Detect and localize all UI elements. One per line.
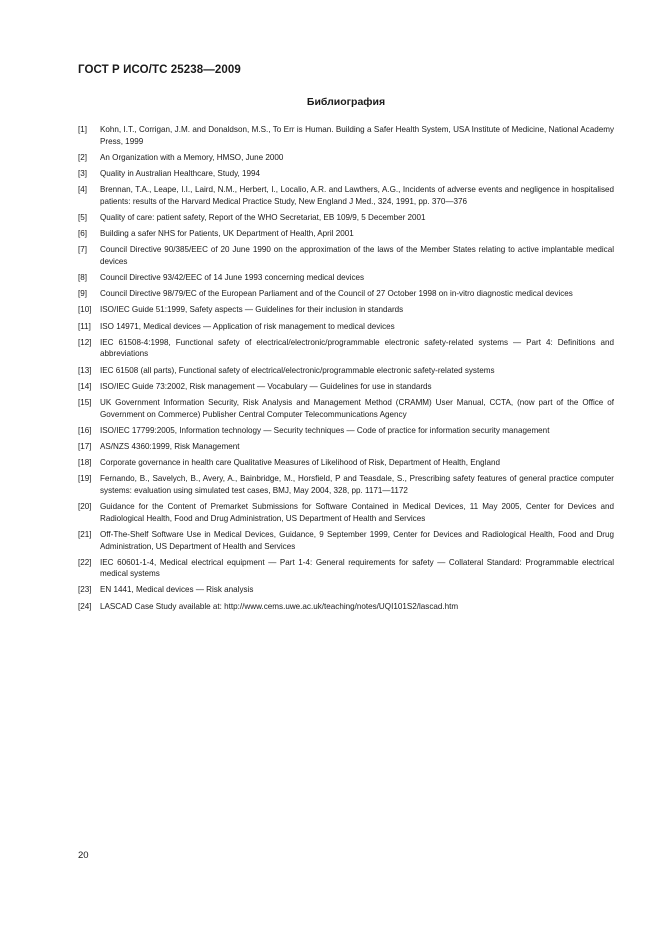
entry-text: Corporate governance in health care Qualitative Measures of Likelihood of Risk, Department of Health, England: [100, 458, 500, 468]
bibliography-entry: [78, 365, 614, 377]
entry-text: Council Directive 98/79/EC of the European Parliament and of the Council of 27 October 1998 on in-vitro diagnostic medical devices: [100, 289, 573, 299]
entry-number: [10]: [78, 305, 92, 315]
entry-text: Council Directive 90/385/EEC of 20 June 1990 on the approximation of the laws of the Member States relating to active implantable medical devices: [100, 245, 614, 266]
entry-number: [6]: [78, 229, 87, 239]
entry-text: EN 1441, Medical devices — Risk analysis: [100, 585, 254, 595]
entry-number: [17]: [78, 441, 92, 451]
document-header: ГОСТ Р ИСО/ТС 25238—2009: [78, 64, 241, 76]
entry-number: [9]: [78, 289, 87, 299]
bibliography-entry: [78, 601, 614, 613]
entry-number: [20]: [78, 502, 92, 512]
entry-text: Quality of care: patient safety, Report of the WHO Secretariat, EB 109/9, 5 December 2001: [100, 212, 426, 222]
bibliography-entry: [78, 168, 614, 180]
bibliography-entry: [78, 473, 614, 496]
bibliography-entry: [78, 228, 614, 240]
entry-text: IEC 60601-1-4, Medical electrical equipment — Part 1-4: General requirements for safety — Collateral Standard: Programmable electrical medical systems: [100, 557, 614, 579]
entry-number: [4]: [78, 185, 87, 195]
entry-number: [23]: [78, 585, 92, 595]
entry-number: [18]: [78, 458, 92, 468]
entry-text: LASCAD Case Study available at: http://www.cems.uwe.ac.uk/teaching/notes/UQI101S2/lascad.htm: [100, 601, 459, 611]
bibliography-entry: [78, 304, 614, 316]
bibliography-entry: [78, 425, 614, 437]
bibliography-entry: [78, 184, 614, 207]
bibliography-entry: [78, 457, 614, 469]
bibliography-entry: [78, 501, 614, 524]
bibliography-entry: [78, 557, 614, 580]
entry-text: IEC 61508 (all parts), Functional safety of electrical/electronic/programmable electronic safety-related systems: [100, 365, 495, 375]
entry-text: ISO 14971, Medical devices — Application of risk management to medical devices: [100, 321, 395, 331]
entry-number: [14]: [78, 381, 92, 391]
entry-number: [16]: [78, 425, 92, 435]
entry-number: [15]: [78, 398, 92, 407]
bibliography-entry: [78, 337, 614, 360]
entry-text: AS/NZS 4360:1999, Risk Management: [100, 441, 240, 451]
bibliography-entry: [78, 244, 614, 267]
entry-number: [1]: [78, 125, 87, 134]
entry-number: [11]: [78, 321, 91, 331]
entry-number: [8]: [78, 273, 87, 283]
entry-number: [3]: [78, 168, 87, 178]
entry-text: Kohn, I.T., Corrigan, J.M. and Donaldson, M.S., To Err is Human. Building a Safer Health System, USA Institute of Medicine, National Academy Press, 1999: [100, 125, 614, 146]
bibliography-entry: [78, 529, 614, 552]
entry-text: IEC 61508-4:1998, Functional safety of electrical/electronic/programmable electronic safety-related systems — Part 4: Definitions and abbreviations: [100, 337, 614, 359]
entry-number: [7]: [78, 245, 87, 255]
bibliography-entry: [78, 272, 614, 284]
entry-text: ISO/IEC 17799:2005, Information technology — Security techniques — Code of practice for information security management: [100, 425, 550, 435]
section-title: Библиография: [306, 96, 386, 108]
entry-text: An Organization with a Memory, HMSO, June 2000: [100, 152, 284, 162]
entry-text: Brennan, T.A., Leape, I.I., Laird, N.M., Herbert, I., Localio, A.R. and Lawthers, A.G., Incidents of adverse events and negligence in hospitalised patients: results of the Harvard Medical Practice Study, New England J Med., 324, 1991, pp. 370—376: [100, 185, 614, 206]
entry-text: Quality in Australian Healthcare, Study, 1994: [100, 168, 261, 178]
entry-number: [22]: [78, 557, 92, 567]
bibliography-entry: [78, 397, 614, 420]
bibliography-entry: [78, 288, 614, 300]
bibliography-entry: [78, 381, 614, 393]
entry-text: ISO/IEC Guide 51:1999, Safety aspects — Guidelines for their inclusion in standards: [100, 305, 404, 315]
entry-number: [24]: [78, 601, 92, 611]
entry-number: [21]: [78, 529, 92, 539]
entry-text: ISO/IEC Guide 73:2002, Risk management — Vocabulary — Guidelines for use in standards: [100, 381, 432, 391]
entry-text: UK Government Information Security, Risk Analysis and Management Method (CRAMM) User Manual, CCTA, (now part of the Office of Government on Commerce) Publisher Central Computer Telecommunications Agency: [100, 398, 614, 419]
bibliography-entry: [78, 441, 614, 453]
entry-text: Off-The-Shelf Software Use in Medical Devices, Guidance, 9 September 1999, Center for Devices and Radiological Health, Food and Drug Administration, US Department of Health and Services: [100, 529, 614, 551]
bibliography-list: [78, 124, 614, 617]
bibliography-entry: [78, 212, 614, 224]
entry-text: Guidance for the Content of Premarket Submissions for Software Contained in Medical Devices, 11 May 2005, Center for Devices and Radiological Health, Food and Drug Administration, US Department of Health and Services: [100, 502, 614, 523]
page-number: 20: [78, 850, 89, 861]
entry-number: [5]: [78, 212, 87, 222]
bibliography-entry: [78, 152, 614, 164]
entry-text: Fernando, B., Savelych, B., Avery, A., Bainbridge, M., Horsfield, P and Teasdale, S., Prescribing safety features of general practice computer systems: evaluation using simulated test cases, BMJ, May 2004, 328, pp. 1171—1172: [100, 474, 614, 495]
bibliography-entry: [78, 321, 614, 333]
entry-number: [2]: [78, 152, 87, 162]
entry-text: Council Directive 93/42/EEC of 14 June 1993 concerning medical devices: [100, 273, 365, 283]
entry-number: [12]: [78, 337, 92, 347]
bibliography-entry: [78, 124, 614, 147]
entry-number: [13]: [78, 365, 92, 375]
entry-text: Building a safer NHS for Patients, UK Department of Health, April 2001: [100, 229, 354, 239]
bibliography-entry: [78, 584, 614, 596]
entry-number: [19]: [78, 474, 92, 484]
